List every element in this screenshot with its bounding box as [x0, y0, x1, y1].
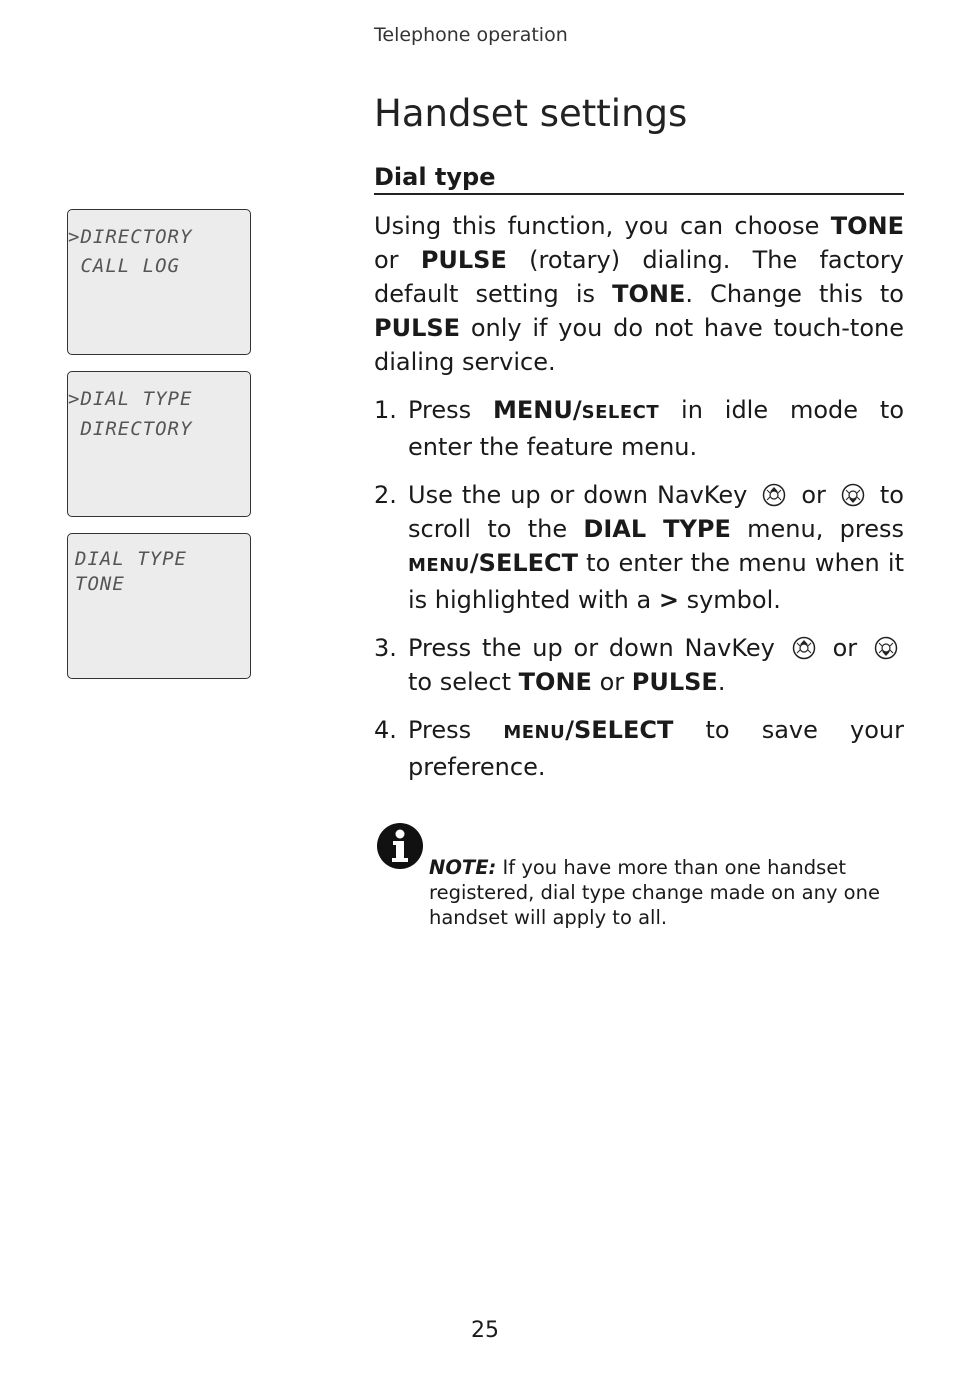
info-icon	[374, 820, 426, 872]
lcd-line: >DIRECTORY	[68, 226, 193, 248]
lcd-line: CALL LOG	[68, 255, 180, 277]
page-number: 25	[471, 1318, 499, 1343]
list-item: 1. Press MENU/SELECT in idle mode to enter the feature menu.	[374, 396, 904, 461]
navkey-up-icon	[762, 483, 786, 507]
navkey-down-icon	[874, 636, 898, 660]
navkey-down-icon	[841, 483, 865, 507]
list-item: 3. Press the up or down NavKey or to select TONE or PULSE.	[374, 631, 904, 699]
lcd-line: >DIAL TYPE	[68, 388, 193, 410]
navkey-up-icon	[792, 636, 816, 660]
note-text: NOTE: If you have more than one handset registered, dial type change made on any one handset will apply to all.	[429, 856, 880, 929]
lcd-screen-3	[67, 533, 251, 679]
section-heading: Dial type	[374, 163, 904, 195]
page-title: Handset settings	[374, 92, 688, 135]
lcd-line: DIRECTORY	[68, 418, 193, 440]
lcd-line: DIAL TYPE	[75, 548, 187, 570]
running-header: Telephone operation	[374, 24, 568, 46]
list-item: 4. Press MENU/SELECT to save your preference.	[374, 716, 904, 781]
lcd-screen-1	[67, 209, 251, 355]
main-content	[374, 209, 904, 798]
intro-paragraph: Using this function, you can choose TONE or PULSE (rotary) dialing. The factory default setting is TONE. Change this to PULSE only if you do not have touch-tone dialing service.	[374, 212, 904, 376]
list-item: 2. Use the up or down NavKey or to scroll to the DIAL TYPE menu, press MENU/SELECT to enter the menu when it is highlighted with a > symbol.	[374, 481, 904, 614]
lcd-line: TONE	[75, 573, 125, 595]
lcd-screen-2	[67, 371, 251, 517]
steps-list	[374, 393, 904, 784]
